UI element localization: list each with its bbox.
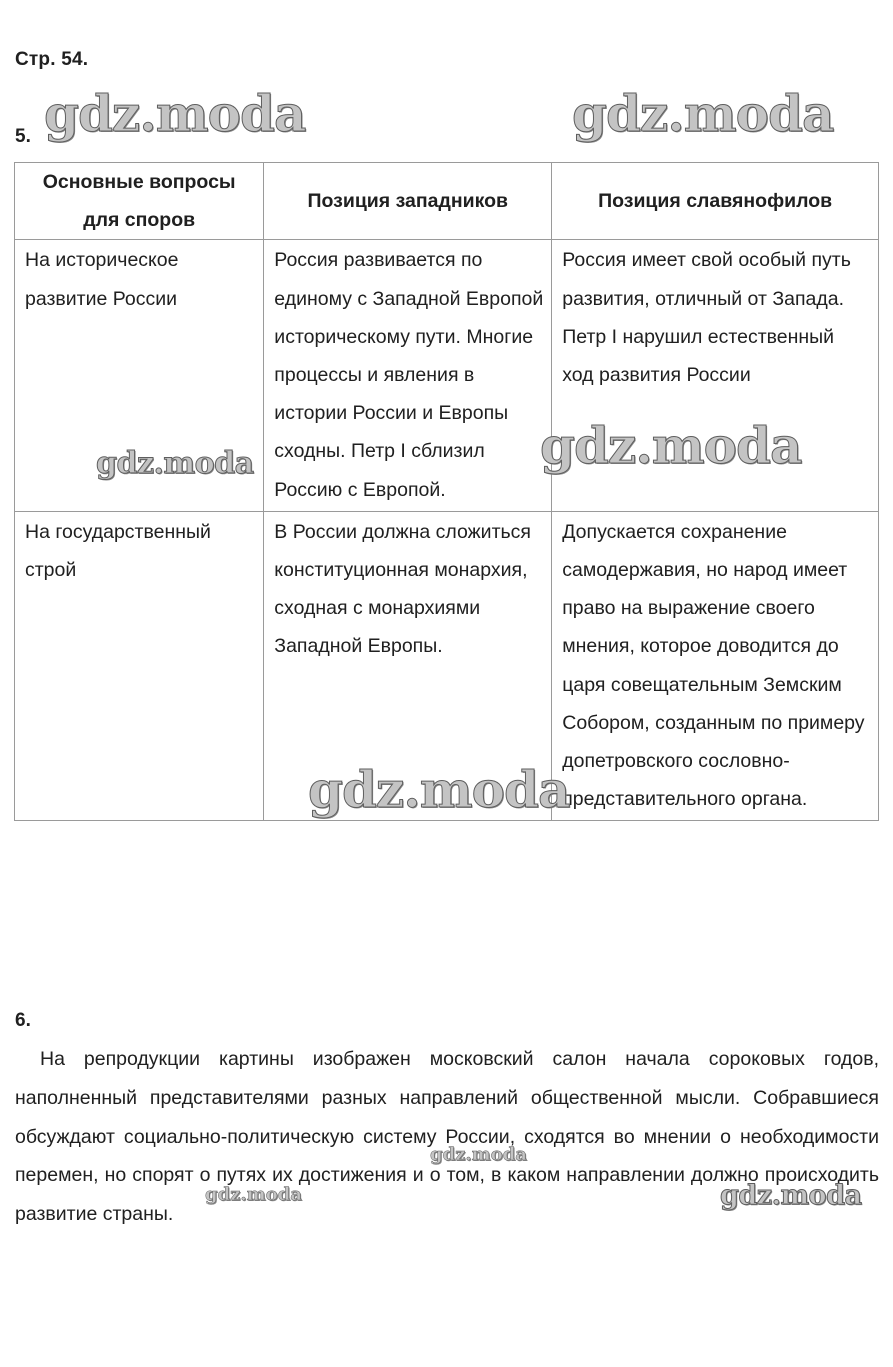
watermark: gdz.moda [720, 1180, 862, 1211]
header-westernizers: Позиция западников [264, 163, 552, 240]
task-6-number: 6. [15, 1010, 31, 1031]
row2-westernizers: В России должна сложиться конституционная монархия, сходная с монархиями Западной Европы. [264, 511, 552, 821]
watermark: gdz.moda [205, 1184, 302, 1205]
row1-westernizers: Россия развивается по единому с Западной Европой историческому пути. Многие процессы и явления в истории России и Европы сходны. Петр I сблизил Россию с Европой. [264, 240, 552, 511]
task-6-paragraph: На репродукции картины изображен московский салон начала сороковых годов, наполненный представителями разных направлений общественной мысли. Собравшиеся обсуждают социально-политическую систему России, сходятся во мнении о необходимости перемен, но спорят о путях их достижения и о том, в каком направлении должно происходить развитие страны. [15, 1048, 879, 1226]
row2-question: На государственный строй [15, 511, 264, 821]
table-row [15, 511, 879, 821]
watermark: gdz.moda [96, 446, 254, 481]
task-5-number: 5. [15, 126, 31, 147]
watermark: gdz.moda [308, 760, 570, 819]
row2-slavophiles: Допускается сохранение самодержавия, но народ имеет право на выражение своего мнения, которое доводится до царя совещательным Земским Собором, созданным по примеру допетровского сословно-представительного органа. [552, 511, 879, 821]
header-slavophiles: Позиция славянофилов [552, 163, 879, 240]
row1-question: На историческое развитие России [15, 240, 264, 511]
comparison-table [14, 162, 879, 821]
table-header-row [15, 163, 879, 240]
watermark: gdz.moda [572, 84, 834, 143]
table-row [15, 240, 879, 511]
watermark: gdz.moda [44, 84, 306, 143]
page-label: Стр. 54. [15, 49, 89, 70]
header-questions: Основные вопросы для споров [15, 163, 264, 240]
row1-slavophiles: Россия имеет свой особый путь развития, отличный от Запада. Петр I нарушил естественный ход развития России [552, 240, 879, 511]
watermark: gdz.moda [540, 416, 802, 475]
watermark: gdz.moda [430, 1144, 527, 1165]
